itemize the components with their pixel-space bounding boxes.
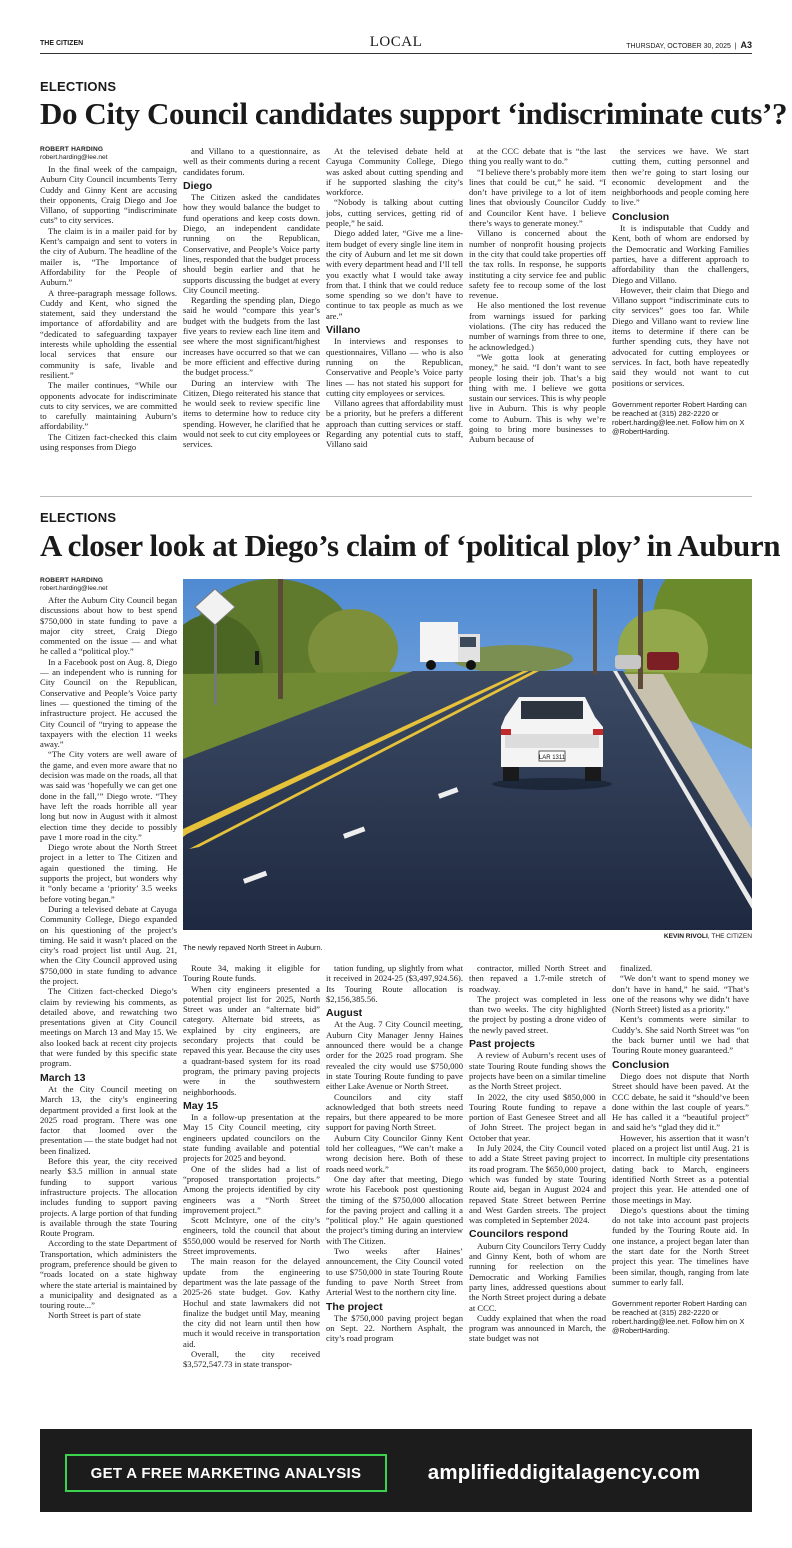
- subhead: The project: [326, 1300, 383, 1313]
- subhead: May 15: [183, 1099, 219, 1112]
- utility-pole-2: [593, 589, 597, 674]
- paragraph: Diego added later, “Give me a line-item budget of every single line item in the city of Auburn and let me sit down with every department head and I’ll tell you exactly what I would take away from that. I think that we could reduce some spending so we don’t have to continue to tax people as much as we are.”: [326, 228, 463, 321]
- story2-author-email: robert.harding@lee.net: [40, 585, 108, 592]
- paragraph: The mailer continues, “While our opponents advocate for indiscriminate cuts to city services, we are committed to carefully maintaining Auburn’s affordability.”: [40, 380, 177, 432]
- paragraph: The project was completed in less than two weeks. The city highlighted the project by posting a drone video of the newly paved street.: [469, 993, 606, 1035]
- paragraph: One day after that meeting, Diego wrote his Facebook post questioning the timing of the $750,000 allocation for the paving project and calling it a “political ploy.” He again questioned the project’s timing during an interview with The Citizen.: [326, 1173, 463, 1246]
- section-divider: [40, 496, 752, 497]
- story1-column-3: [326, 146, 463, 486]
- story1-column-4: [469, 146, 606, 486]
- masthead: [40, 34, 752, 54]
- paragraph: “We gotta look at generating money,” he said. “I don’t want to see people losing their job. That’s a big thing with me. I believe we gotta sustain our services. This is why people live in Auburn. This is why people come to Auburn. This is why we’re going to bring more businesses to Auburn because of: [469, 351, 606, 445]
- story2-author: ROBERT HARDING: [40, 577, 104, 584]
- reporter-tagline: Government reporter Robert Harding can be reached at (315) 282-2220 or robert.harding@lee.net. Follow him on X @RobertHarding.: [612, 1299, 747, 1336]
- paragraph: Two weeks after Haines’ announcement, the City Council voted to use $750,000 in state Touring Route funding to pave North Street from Arterial West to the northern city line.: [326, 1246, 463, 1298]
- paragraph: Diego does not dispute that North Street should have been paved. At the CCC debate, he said it “should’ve been done within the last couple of years.” He has called it a “beautiful project” and said he’s “glad they did it.”: [612, 1070, 749, 1133]
- paragraph: At the televised debate held at Cayuga Community College, Diego was asked about cutting spending and if he supported slashing the city’s workforce.: [326, 146, 463, 198]
- paragraph: “Nobody is talking about cutting jobs, cutting services, getting rid of people,” he said.: [326, 197, 463, 229]
- page-number: A3: [740, 40, 752, 50]
- subhead: Diego: [183, 179, 213, 192]
- story1-author-email: robert.harding@lee.net: [40, 154, 108, 161]
- utility-pole-3: [638, 579, 643, 689]
- paragraph: In a Facebook post on Aug. 8, Diego — an independent who is running for City Council on the Republican, Conservative and People’s Voice party lines — questioned the timing of the infrastructure project. He accused the City Council of “trying to appease the taxpayers with the election 11 weeks away.”: [40, 656, 177, 750]
- story2-column-3: [326, 963, 463, 1411]
- paragraph: Regarding the spending plan, Diego said he would “compare this year’s budget with the budgets from the last five years to review each line item and see where the most significant/highest increases have occurred so that we can be more efficient and effective during the budget process.”: [183, 295, 320, 378]
- subhead: March 13: [40, 1071, 86, 1084]
- paragraph: Cuddy explained that when the road program was announced in March, the state budget was not: [469, 1312, 606, 1344]
- paragraph: Villano is concerned about the number of nonprofit housing projects in the city that could take properties off the tax rolls. In response, he supports instituting a city service fee and public safety fee to recoup some of the lost revenue.: [469, 228, 606, 301]
- paragraph: He also mentioned the lost revenue from warnings issued for parking violations. (The city has reduced the number of warnings from three to one, he acknowledged.): [469, 300, 606, 352]
- paragraph: According to the state Department of Transportation, which administers the program, preference should be given to “roads located on a state highway where the state arterial is maintained by a municipality and designated as a touring route...”: [40, 1238, 177, 1311]
- box-truck-body: [420, 622, 458, 662]
- story1-kicker: ELECTIONS: [40, 79, 117, 94]
- paragraph: Councilors and city staff acknowledged that both streets need repairs, but there appeared to be more support for paving North Street.: [326, 1091, 463, 1133]
- utility-pole-1: [278, 579, 283, 699]
- paragraph: Diego’s questions about the timing do not take into account past projects funded by the Touring Route aid. In one instance, a project began later than the start date for the North Street project this year. The timelines have been similar, though, ranging from late summer to early fall.: [612, 1204, 749, 1287]
- paragraph: One of the slides had a list of “proposed transportation projects.” Among the projects identified by city engineers was a “North Street improvement project.”: [183, 1163, 320, 1215]
- story1-column-2: [183, 146, 320, 486]
- paragraph: Diego wrote about the North Street project in a letter to The Citizen and again questioned the timing. He supports the project, but wonders why it “only became a ‘priority’ 3.5 weeks before voting began.”: [40, 842, 177, 904]
- photographer-name: KEVIN RIVOLI: [663, 933, 708, 940]
- paragraph: contractor, milled North Street and then repaved a 1.7-mile stretch of roadway.: [469, 963, 606, 994]
- paragraph: “The City voters are well aware of the game, and even more aware that no decision was made on the roads, all that was said was ‘hopefully we can get one done in the fall,’” Diego wrote. “They have left the roads horrible all year long but now in August with it almost election time they decide to possibly pave 1 more road in the city.”: [40, 749, 177, 842]
- paragraph: The claim is in a mailer paid for by Kent’s campaign and sent to voters in the city of Auburn. The headline of the mailer is, “The Importance of Affordability for the People of Auburn.”: [40, 225, 177, 288]
- pedestrian: [255, 651, 259, 665]
- paragraph: the services we have. We start cutting them, cutting personnel and then we’re going to start losing our economic development and the neighborhoods and people coming here to live.”: [612, 146, 749, 208]
- story2-headline: A closer look at Diego’s claim of ‘political ploy’ in Auburn: [40, 528, 781, 563]
- paragraph: “We don’t want to spend money we don’t have in hand,” he said. “That’s one of the reasons why we didn’t have (North Street) listed as a priority.”: [612, 973, 749, 1015]
- paragraph: Overall, the city received $3,572,547.73 in state transpor-: [183, 1348, 320, 1370]
- paragraph: The Citizen asked the candidates how they would balance the budget to fund operations and keep costs down. Diego, an independent candidate running on the Republican, Conservative, and People’s Voice party lines, responded that the budget process should begin earlier and that he supports discussing the budget at every City Council meeting.: [183, 192, 320, 295]
- paragraph: finalized.: [620, 963, 653, 973]
- paragraph: at the CCC debate that is “the last thing you really want to do.”: [469, 146, 606, 167]
- story2-column-2: [183, 963, 320, 1411]
- story2-lead-column-wrap: [40, 577, 177, 1409]
- paragraph: and Villano to a questionnaire, as well as their comments during a recent candidates forum.: [183, 146, 320, 177]
- issue-date: THURSDAY, OCTOBER 30, 2025: [626, 43, 731, 50]
- box-truck-wheel-2: [466, 660, 476, 670]
- paragraph: The main reason for the delayed update from the engineering department was the late passage of the 2025-26 state budget. Gov. Kathy Hochul and state lawmakers did not finalize the budget until May, meaning the city did not learn until then how much it would receive in transportation aid.: [183, 1256, 320, 1349]
- paragraph: In July 2024, the City Council voted to add a State Street paving project to its road program. The $650,000 project, which was funded by state Touring Route aid, began in August 2024 and repaved State Street between Perrine and West Garden streets. The project was completed in September 2024.: [469, 1143, 606, 1226]
- story2-body: [183, 963, 749, 1411]
- paragraph: Villano agrees that affordability must be a priority, but he prefers a different approach than cutting services or staff. Regarding any potential cuts to staff, Villano said: [326, 398, 463, 450]
- subhead: Councilors respond: [469, 1228, 569, 1241]
- paragraph: Auburn City Councilor Ginny Kent told her colleagues, “We can’t make a wrong decision here. Both of these roads need work.”: [326, 1132, 463, 1174]
- paragraph: At the Aug. 7 City Council meeting, Auburn City Manager Jenny Haines announced there would be a change order for the 2025 road program. She revealed the city would use $750,000 in state Touring Route funding to pave either Lake Avenue or North Street.: [326, 1019, 463, 1092]
- paragraph: North Street is part of state: [48, 1310, 141, 1321]
- paragraph: Route 34, making it eligible for Touring Route funds.: [183, 963, 320, 984]
- paragraph: During a televised debate at Cayuga Community College, Diego expanded on his questioning of the project’s timing. He said it wasn’t placed on the city’s road project list until Aug. 21, when the City Council approved using $750,000 in state funding to advance the project.: [40, 903, 177, 986]
- paragraph: Scott McIntyre, one of the city’s engineers, told the council that about $550,000 would be reserved for North Street improvements.: [183, 1215, 320, 1257]
- paragraph: “I believe there’s probably more item lines that could be cut,” he said. “I don’t have privilege to a lot of item lines that obviously Councilor Cuddy and Councilor Kent have. I believe there’s ways to generate money.”: [469, 166, 606, 229]
- paragraph: In the final week of the campaign, Auburn City Council incumbents Terry Cuddy and Ginny Kent are accusing their opponents, Craig Diego and Joe Villano, of supporting “indiscriminate cuts” to city services.: [40, 164, 177, 226]
- subhead: Conclusion: [612, 210, 670, 223]
- box-truck-window: [460, 637, 476, 647]
- free-analysis-button[interactable]: GET A FREE MARKETING ANALYSIS: [65, 1454, 387, 1492]
- paragraph: In a follow-up presentation at the May 15 City Council meeting, city engineers updated councilors on the state funding available and potential projects for 2025 and beyond.: [183, 1112, 320, 1164]
- road-scene-illustration: [183, 579, 752, 930]
- sign-post: [214, 625, 217, 705]
- suv-shadow: [492, 778, 612, 790]
- agency-url-link[interactable]: amplifieddigitalagency.com: [427, 1461, 701, 1484]
- paragraph: A review of Auburn’s recent uses of state Touring Route funding shows the projects have been on a similar timeline as the North Street project.: [469, 1050, 606, 1092]
- story2-column-4: [469, 963, 606, 1411]
- date-and-page: THURSDAY, OCTOBER 30, 2025 | A3: [626, 40, 752, 50]
- photo-caption: The newly repaved North Street in Auburn.: [183, 943, 323, 952]
- distant-car-silver: [615, 655, 641, 669]
- paragraph: In interviews and responses to questionnaires, Villano — who is also running on the Republican, Conservative and People’s Voice party lines — has not stated his support for cutting city employees or services.: [326, 336, 463, 398]
- distant-suv-red: [647, 652, 679, 670]
- paragraph: However, his assertion that it wasn’t placed on a project list until Aug. 21 is incorrect. In multiple city presentations dating back to March, engineers identified North Street as a potential project this year. He attended one of those meetings in May.: [612, 1132, 749, 1205]
- story1-author: ROBERT HARDING: [40, 146, 104, 153]
- paragraph: Kent’s comments were similar to Cuddy’s. She said North Street was “on the back burner until we had that Touring Route money guaranteed.”: [612, 1014, 749, 1056]
- story2-kicker: ELECTIONS: [40, 510, 117, 525]
- suv-license-plate: LAR 1311: [538, 755, 566, 761]
- story1-column-1: [40, 146, 177, 486]
- paragraph: tation funding, up slightly from what it received in 2024-25 ($3,497,924.56). Its Touring Route allocation is $2,156,385.56.: [326, 963, 463, 1004]
- story1-byline: [40, 146, 177, 162]
- story1-body: [40, 146, 749, 486]
- subhead: Villano: [326, 324, 361, 337]
- paragraph: The $750,000 paving project began on Sept. 22. Northern Asphalt, the city’s road program: [326, 1312, 463, 1344]
- paragraph: At the City Council meeting on March 13, the city’s engineering department provided a first look at the 2025 road program. There was one factor that loomed over the presentation — the state budget had not been finalized.: [40, 1083, 177, 1156]
- subhead: Conclusion: [612, 1058, 670, 1071]
- north-street-photo: [183, 579, 752, 930]
- paragraph: Before this year, the city received nearly $3.5 million in annual state funding to support various infrastructure projects. The allocation includes funding to support paving projects. A large portion of that funding is available through the state Touring Route Program.: [40, 1156, 177, 1239]
- paragraph: In 2022, the city used $850,000 in Touring Route funding to repave a portion of East Genesee Street and all of John Street. The project began in October that year.: [469, 1091, 606, 1143]
- story2-column-1: [40, 577, 177, 1409]
- paragraph: Auburn City Councilors Terry Cuddy and Ginny Kent, both of whom are running for reelection on the Democratic and Working Families party lines, addressed questions about the North Street project during a debate at CCC.: [469, 1240, 606, 1313]
- section-name: LOCAL: [369, 34, 423, 50]
- reporter-tagline: Government reporter Robert Harding can be reached at (315) 282-2220 or robert.harding@lee.net. Follow him on X @RobertHarding.: [612, 399, 747, 436]
- paragraph: When city engineers presented a potential project list for 2025, North Street was under an “alternate bid” category. Alternate bid streets, as explained by city engineers, are secondary projects that could be repaved this year. Because the city uses a quadrant-based system for its road program, the primary paving projects were in the southwestern neighborhoods.: [183, 983, 320, 1097]
- subhead: August: [326, 1007, 363, 1020]
- paragraph: After the Auburn City Council began discussions about how to best spend $750,000 in state funding to pave a major city street, Craig Diego commented on the issue — and what he called a “political ploy.”: [40, 595, 177, 657]
- paragraph: It is indisputable that Cuddy and Kent, both of whom are endorsed by the Democratic and Working Families parties, have a different approach to affordability than the challengers, Diego and Villano.: [612, 223, 749, 285]
- paragraph: The Citizen fact-checked Diego’s claim by reviewing his comments, as detailed above, and rewatching two presentations given at City Council meetings on March 13 and May 15. We also looked back at recent city projects that were funded by this specific state program.: [40, 986, 177, 1069]
- paper-name: THE CITIZEN: [40, 40, 84, 47]
- paragraph: During an interview with The Citizen, Diego reiterated his stance that he would seek to review specific line items to determine how to reduce city spending. However, he clarified that he would not seek to cut city employees or services.: [183, 377, 320, 450]
- story1-column-5: [612, 146, 749, 486]
- paragraph: A three-paragraph message follows. Cuddy and Kent, who signed the statement, said they understand the importance of affordability and are “dedicated to safeguarding taxpayer interests while upholding the essential local services that ensure our community is safe, livable and resilient.”: [40, 287, 177, 380]
- photographer-org: , THE CITIZEN: [707, 933, 752, 940]
- subhead: Past projects: [469, 1038, 535, 1051]
- paragraph: The Citizen fact-checked this claim using responses from Diego: [40, 431, 177, 453]
- story2-byline: [40, 577, 177, 593]
- photo-credit: [664, 933, 752, 940]
- marketing-ad[interactable]: [40, 1429, 752, 1512]
- story2-column-5: [612, 963, 749, 1411]
- story1-headline: Do City Council candidates support ‘indiscriminate cuts’?: [40, 96, 788, 131]
- box-truck-wheel-1: [426, 660, 436, 670]
- paragraph: However, their claim that Diego and Villano support “indiscriminate cuts to city services” goes too far. While Diego and Villano want to review line items to determine if there can be further spending cuts, they have not advocated for cutting employees or services. In fact, both have repeatedly said they would not want to cut positions or services.: [612, 284, 749, 388]
